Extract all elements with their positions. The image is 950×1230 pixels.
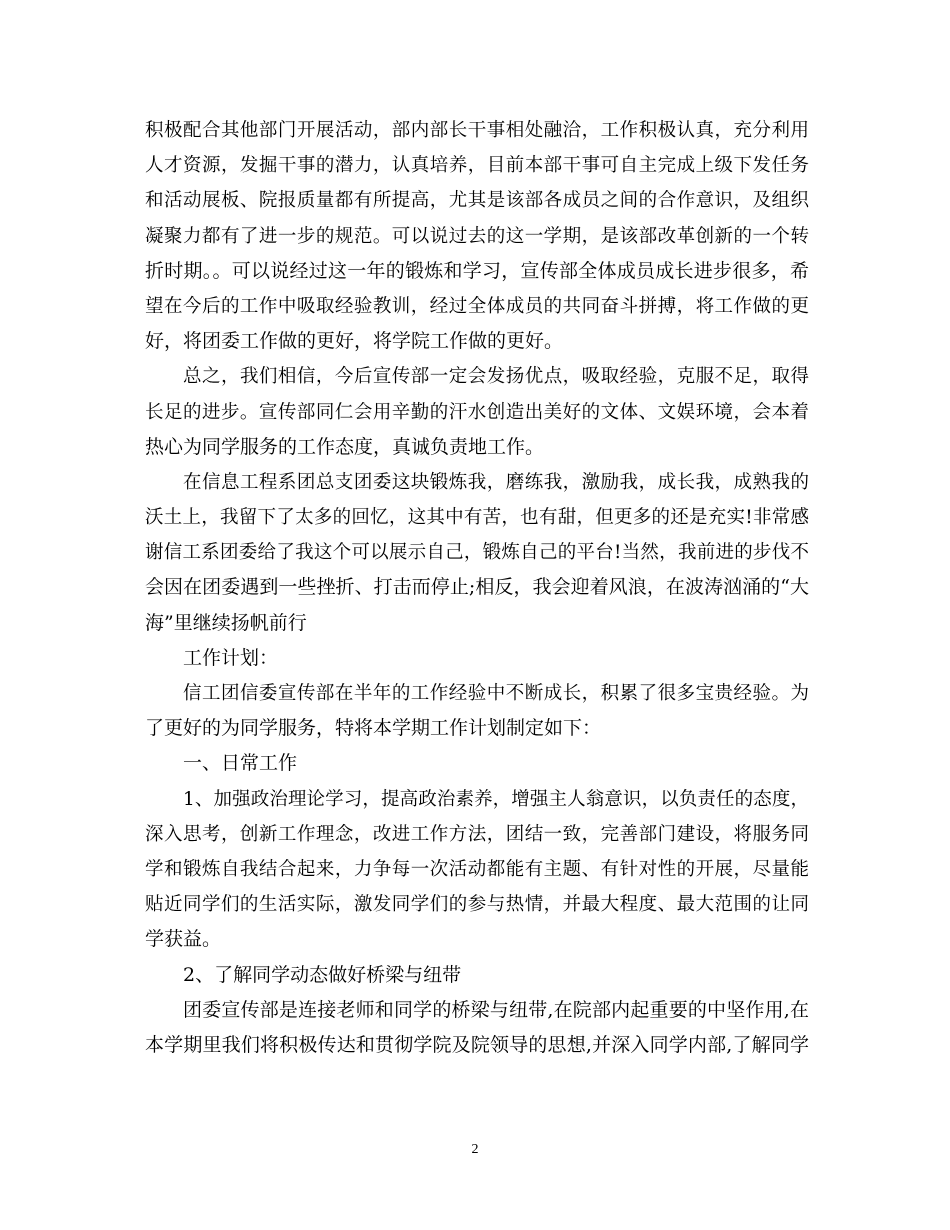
text-line: 好，将团委工作做的更好，将学院工作做的更好。 (145, 330, 564, 353)
text-line: 和活动展板、院报质量都有所提高，尤其是该部各成员之间的合作意识，及组织 (145, 190, 809, 212)
text-line: 本学期里我们将积极传达和贯彻学院及院领导的思想,并深入同学内部,了解同学 (145, 1033, 809, 1056)
text-line: 长足的进步。宣传部同仁会用辛勤的汗水创造出美好的文体、文娱环境，会本着 (145, 401, 809, 423)
section-heading: 一、日常工作 (183, 752, 298, 775)
paragraph (145, 359, 809, 465)
paragraph (145, 782, 809, 958)
text-line: 了更好的为同学服务，特将本学期工作计划制定如下： (145, 717, 602, 740)
page-number: 2 (471, 1142, 479, 1157)
text-line: 凝聚力都有了进一步的规范。可以说过去的这一学期，是该部改革创新的一个转 (145, 225, 809, 247)
text-line: 折时期。。可以说经过这一年的锻炼和学习，宣传部全体成员成长进步很多，希 (145, 259, 809, 282)
text-line: 深入思考，创新工作理念，改进工作方法，团结一致，完善部门建设，将服务同 (145, 823, 809, 845)
text-line: 学获益。 (145, 928, 222, 951)
document-body (145, 113, 809, 1063)
text-line: 人才资源，发掘干事的潜力，认真培养，目前本部干事可自主完成上级下发任务 (145, 155, 809, 177)
text-line: 谢信工系团委给了我这个可以展示自己，锻炼自己的平台!当然，我前进的步伐不 (145, 542, 810, 564)
text-line: 积极配合其他部门开展活动，部内部长干事相处融洽，工作积极认真，充分利用 (145, 120, 809, 141)
paragraph (145, 958, 809, 993)
paragraph (145, 746, 809, 781)
paragraph (145, 641, 809, 676)
text-line: 1、加强政治理论学习，提高政治素养，增强主人翁意识，以负责任的态度， (183, 788, 809, 810)
text-line: 在信息工程系团总支团委这块锻炼我，磨练我，激励我，成长我，成熟我的 (183, 471, 809, 493)
text-line: 学和锻炼自我结合起来，力争每一次活动都能有主题、有针对性的开展，尽量能 (145, 858, 809, 880)
text-line: 沃土上，我留下了太多的回忆，这其中有苦，也有甜，但更多的还是充实!非常感 (145, 507, 809, 529)
paragraph (145, 993, 809, 1063)
section-heading: 工作计划： (183, 646, 279, 669)
text-line: 贴近同学们的生活实际，激发同学们的参与热情，并最大程度、最大范围的让同 (145, 894, 809, 916)
text-line: 信工团信委宣传部在半年的工作经验中不断成长，积累了很多宝贵经验。为 (183, 683, 809, 704)
text-line: 会因在团委遇到一些挫折、打击而停止;相反，我会迎着风浪，在波涛汹涌的“大 (145, 576, 809, 599)
paragraph (145, 676, 809, 746)
text-line: 总之，我们相信，今后宣传部一定会发扬优点，吸取经验，克服不足，取得 (183, 366, 809, 388)
section-heading: 2、了解同学动态做好桥梁与纽带 (183, 963, 462, 986)
text-line: 海”里继续扬帆前行 (145, 611, 307, 634)
paragraph (145, 113, 809, 359)
text-line: 团委宣传部是连接老师和同学的桥梁与纽带,在院部内起重要的中坚作用,在 (183, 998, 809, 1021)
text-line: 热心为同学服务的工作态度，真诚负责地工作。 (145, 435, 545, 458)
text-line: 望在今后的工作中吸取经验教训，经过全体成员的共同奋斗拼搏，将工作做的更 (145, 295, 809, 317)
paragraph (145, 465, 809, 641)
